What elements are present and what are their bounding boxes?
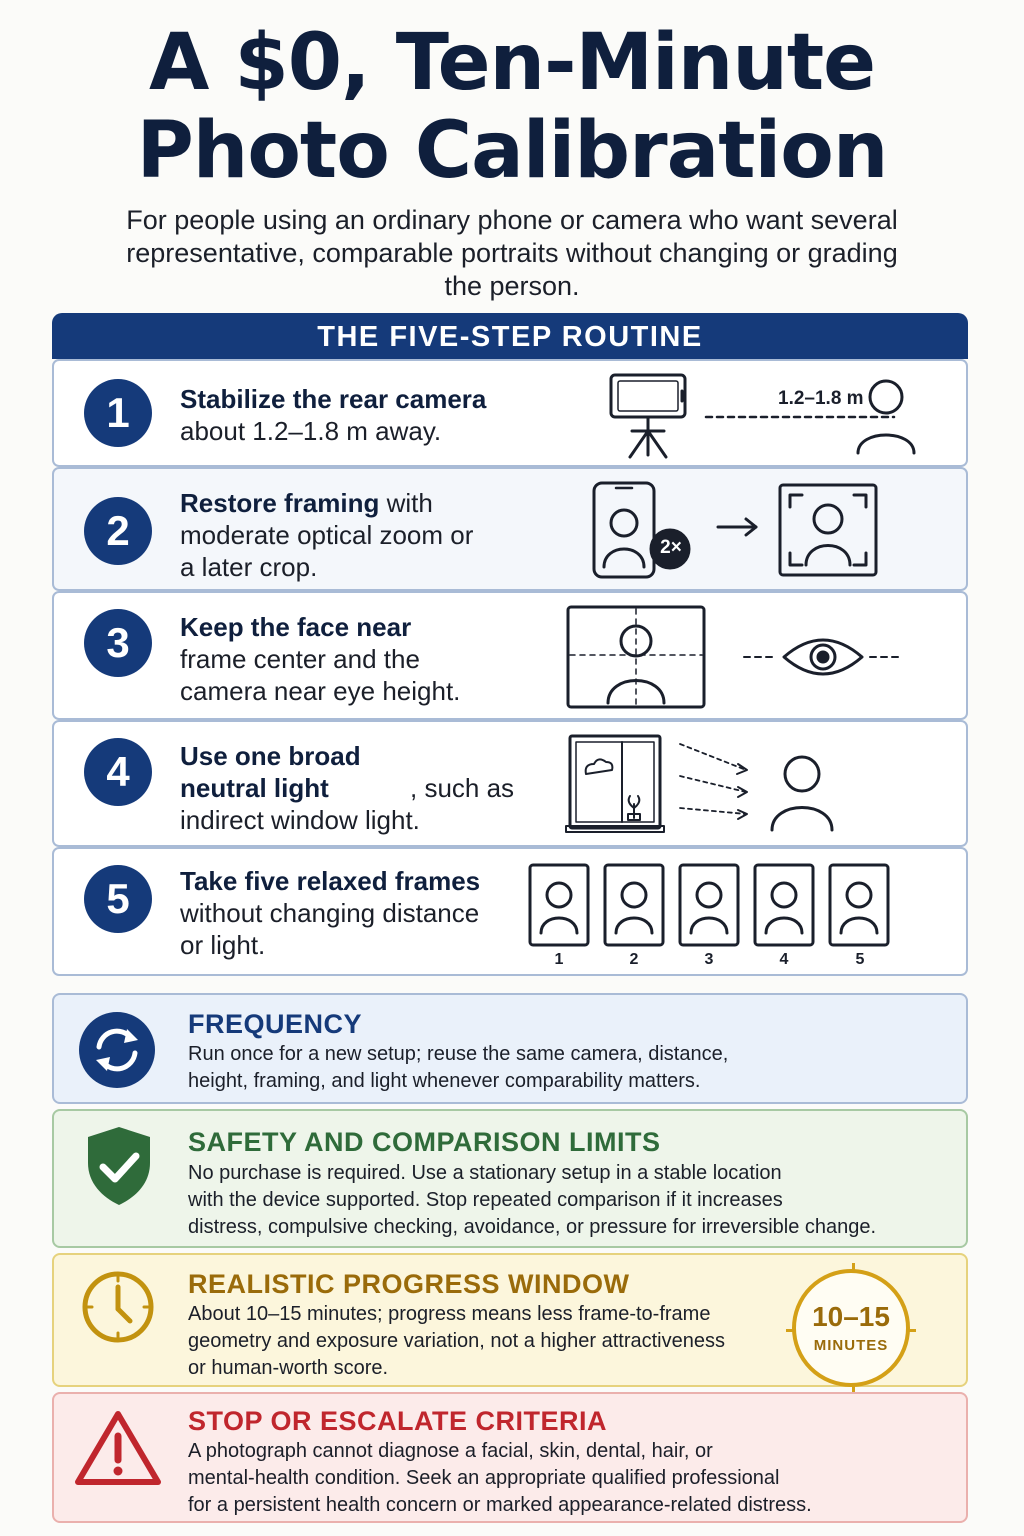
- frequency-panel: [52, 993, 968, 1104]
- frame-number-4: 4: [779, 951, 789, 968]
- step-5-number: 5: [84, 865, 152, 933]
- shield-check-icon: [84, 1125, 154, 1212]
- center-frame-icon: [564, 603, 910, 711]
- portrait-frame-3: [680, 865, 738, 945]
- safety-title: SAFETY AND COMPARISON LIMITS: [188, 1127, 661, 1157]
- step-5-bold: Take five relaxed frames: [180, 866, 481, 896]
- step-3-text: [180, 611, 480, 707]
- progress-line-1: About 10–15 minutes; progress means less frame-to-frame: [188, 1303, 711, 1325]
- step-5-card: [52, 847, 968, 976]
- step-1-card: [52, 359, 968, 467]
- step-4-text: [180, 740, 514, 836]
- frequency-line-1: Run once for a new setup; reuse the same camera, distance,: [188, 1043, 729, 1065]
- safety-line-2: with the device supported. Stop repeated comparison if it increases: [188, 1189, 783, 1211]
- safety-body: [188, 1160, 876, 1241]
- escalate-line-3: for a persistent health concern or marked appearance-related distress.: [188, 1494, 812, 1516]
- step-4-bold: Use one broad neutral light: [180, 741, 361, 803]
- tripod-phone-icon: [602, 369, 932, 461]
- step-2-bold: Restore framing: [180, 488, 380, 518]
- step-5-rest: without changing distance or light.: [180, 898, 480, 960]
- step-2-number: 2: [84, 497, 152, 565]
- escalate-line-2: mental-health condition. Seek an appropriate qualified professional: [188, 1467, 780, 1489]
- zoom-phone-icon: [584, 479, 884, 581]
- zoom-label: 2×: [660, 537, 682, 558]
- warning-icon: [72, 1408, 164, 1493]
- frame-number-2: 2: [629, 951, 639, 968]
- step-4-card: [52, 720, 968, 847]
- escalate-body: [188, 1438, 812, 1519]
- zoom-crop-illustration: [584, 479, 884, 581]
- safety-line-3: distress, compulsive checking, avoidance, or pressure for irreversible change.: [188, 1216, 877, 1238]
- five-frames-illustration: [528, 863, 894, 947]
- window-light-illustration: [564, 732, 884, 836]
- portrait-frame-5: [830, 865, 888, 945]
- step-3-rest: frame center and the camera near eye height.: [180, 644, 461, 706]
- refresh-icon: [78, 1011, 156, 1094]
- routine-header: THE FIVE-STEP ROUTINE: [52, 313, 968, 359]
- frequency-body: [188, 1041, 728, 1095]
- portrait-frame-1: [530, 865, 588, 945]
- portrait-frame-4: [755, 865, 813, 945]
- page-title-line-2: Photo Calibration: [136, 106, 888, 196]
- step-4-inline: , such as: [410, 773, 515, 803]
- step-4-rest: indirect window light.: [180, 805, 420, 835]
- safety-panel: [52, 1109, 968, 1248]
- step-5-text: [180, 865, 480, 961]
- badge-unit: MINUTES: [813, 1337, 889, 1354]
- progress-title: REALISTIC PROGRESS WINDOW: [188, 1269, 630, 1299]
- progress-body: [188, 1301, 725, 1382]
- escalate-title: STOP OR ESCALATE CRITERIA: [188, 1406, 608, 1436]
- step-3-card: [52, 591, 968, 720]
- frame-number-5: 5: [855, 951, 865, 968]
- frequency-title: FREQUENCY: [188, 1009, 363, 1039]
- center-eye-level-illustration: [564, 603, 910, 711]
- step-2-text: [180, 487, 480, 583]
- distance-label: 1.2–1.8 m: [778, 388, 864, 409]
- badge-range: 10–15: [812, 1301, 890, 1332]
- progress-line-2: geometry and exposure variation, not a higher attractiveness: [188, 1330, 725, 1352]
- step-1-bold: Stabilize the rear camera: [180, 384, 487, 414]
- frame-number-3: 3: [704, 951, 714, 968]
- step-1-text: [180, 383, 486, 447]
- step-1-number: 1: [84, 379, 152, 447]
- five-frames-icon: [528, 863, 894, 947]
- escalate-line-1: A photograph cannot diagnose a facial, skin, dental, hair, or: [188, 1440, 713, 1462]
- tripod-distance-illustration: [602, 369, 932, 461]
- portrait-frame-2: [605, 865, 663, 945]
- clock-icon: [80, 1269, 156, 1350]
- frame-number-1: 1: [554, 951, 564, 968]
- escalate-panel: [52, 1392, 968, 1523]
- page-title-line-1: A $0, Ten-Minute: [148, 18, 876, 108]
- step-3-number: 3: [84, 609, 152, 677]
- step-1-rest: about 1.2–1.8 m away.: [180, 416, 442, 446]
- step-2-rest: moderate optical zoom or a later crop.: [180, 520, 474, 582]
- progress-panel: [52, 1253, 968, 1387]
- step-2-inline: with: [379, 488, 433, 518]
- minutes-badge: [792, 1269, 910, 1387]
- step-3-bold: Keep the face near: [180, 612, 412, 642]
- frequency-line-2: height, framing, and light whenever comparability matters.: [188, 1070, 701, 1092]
- window-light-icon: [564, 732, 884, 836]
- progress-line-3: or human-worth score.: [188, 1357, 389, 1379]
- step-4-number: 4: [84, 738, 152, 806]
- step-2-card: [52, 467, 968, 591]
- safety-line-1: No purchase is required. Use a stationary setup in a stable location: [188, 1162, 782, 1184]
- page-subtitle: For people using an ordinary phone or camera who want several representative, comparable portraits without changing or grading the person.: [126, 205, 898, 301]
